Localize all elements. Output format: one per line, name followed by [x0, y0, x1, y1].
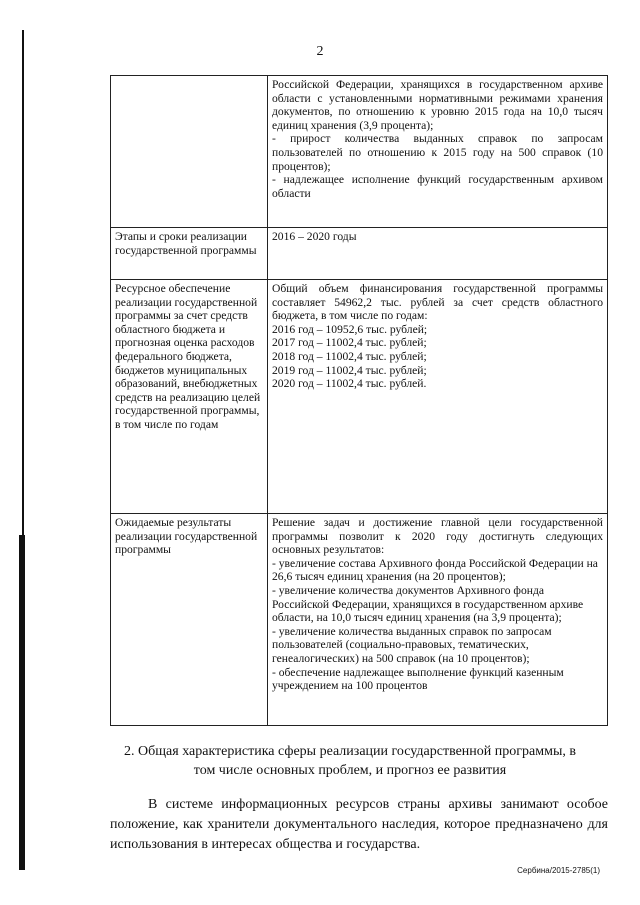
- section-heading: 2. Общая характеристика сферы реализации государственной программы, в том числе основных проблем, и прогноз ее развития: [124, 744, 576, 778]
- content-line: 2016 год – 10952,6 тыс. рублей;: [272, 322, 428, 336]
- table-row: [111, 514, 608, 726]
- content-line: - увеличение количества выданных справок по запросам пользователей (социально-правовых, тематических, генеалогических) на 500 справок (на 10 процентов);: [272, 624, 552, 665]
- row-label: [111, 76, 268, 228]
- content-line: 2019 год – 11002,4 тыс. рублей;: [272, 363, 427, 377]
- table-row: [111, 228, 608, 280]
- content-line: Решение задач и достижение главной цели государственной программы позволит к 2020 году достигнуть следующих основных результатов:: [272, 516, 603, 557]
- row-label: Ресурсное обеспечение реализации государственной программы за счет средств областного бюджета и прогнозная оценка расходов федерального бюджета, бюджетов муниципальных образований, внебюджетных средств на реализацию целей государственной программы, в том числе по годам: [111, 280, 268, 514]
- row-content: [268, 280, 608, 514]
- content-line: 2017 год – 11002,4 тыс. рублей;: [272, 336, 427, 350]
- table-row: [111, 280, 608, 514]
- table-row: [111, 76, 608, 228]
- body-paragraph: В системе информационных ресурсов страны архивы занимают особое положение, как хранители документального наследия, которое предназначено для использования в интересах общества и государства.: [110, 797, 608, 852]
- page-number: 2: [316, 44, 324, 59]
- content-line: Российской Федерации, хранящихся в государственном архиве области с установленными нормативными режимами хранения документов, по отношению к уровню 2015 года на 10,0 тысяч единиц хранения (3,9 процента);: [272, 78, 603, 132]
- content-line: 2018 год – 11002,4 тыс. рублей;: [272, 349, 427, 363]
- content-line: - увеличение состава Архивного фонда Российской Федерации на 26,6 тысяч единиц хранения (на 20 процентов);: [272, 556, 598, 584]
- row-label: Этапы и сроки реализации государственной программы: [111, 228, 268, 280]
- row-label: Ожидаемые результаты реализации государственной программы: [111, 514, 268, 726]
- content-line: 2016 – 2020 годы: [272, 230, 357, 243]
- row-content: [268, 228, 608, 280]
- row-content: [268, 76, 608, 228]
- scan-margin-line: [22, 30, 24, 590]
- row-content: [268, 514, 608, 726]
- document-code: Сербина/2015-2785(1): [517, 866, 600, 875]
- content-line: 2020 год – 11002,4 тыс. рублей.: [272, 377, 427, 391]
- content-line: - надлежащее исполнение функций государственным архивом области: [272, 173, 603, 200]
- content-line: Общий объем финансирования государственной программы составляет 54962,2 тыс. рублей за счет средств областного бюджета, в том числе по годам:: [272, 282, 603, 323]
- content-line: - обеспечение надлежащее выполнение функций казенным учреждением на 100 процентов: [272, 665, 564, 693]
- content-line: - прирост количества выданных справок по запросам пользователей по отношению к 2015 году на 500 справок (10 процентов);: [272, 132, 603, 173]
- scan-margin-mark: [19, 535, 25, 870]
- passport-table: [110, 75, 608, 726]
- content-line: - увеличение количества документов Архивного фонда Российской Федерации, хранящихся в государственном архиве области, на 10,0 тысяч единиц хранения (на 3,9 процента);: [272, 583, 584, 625]
